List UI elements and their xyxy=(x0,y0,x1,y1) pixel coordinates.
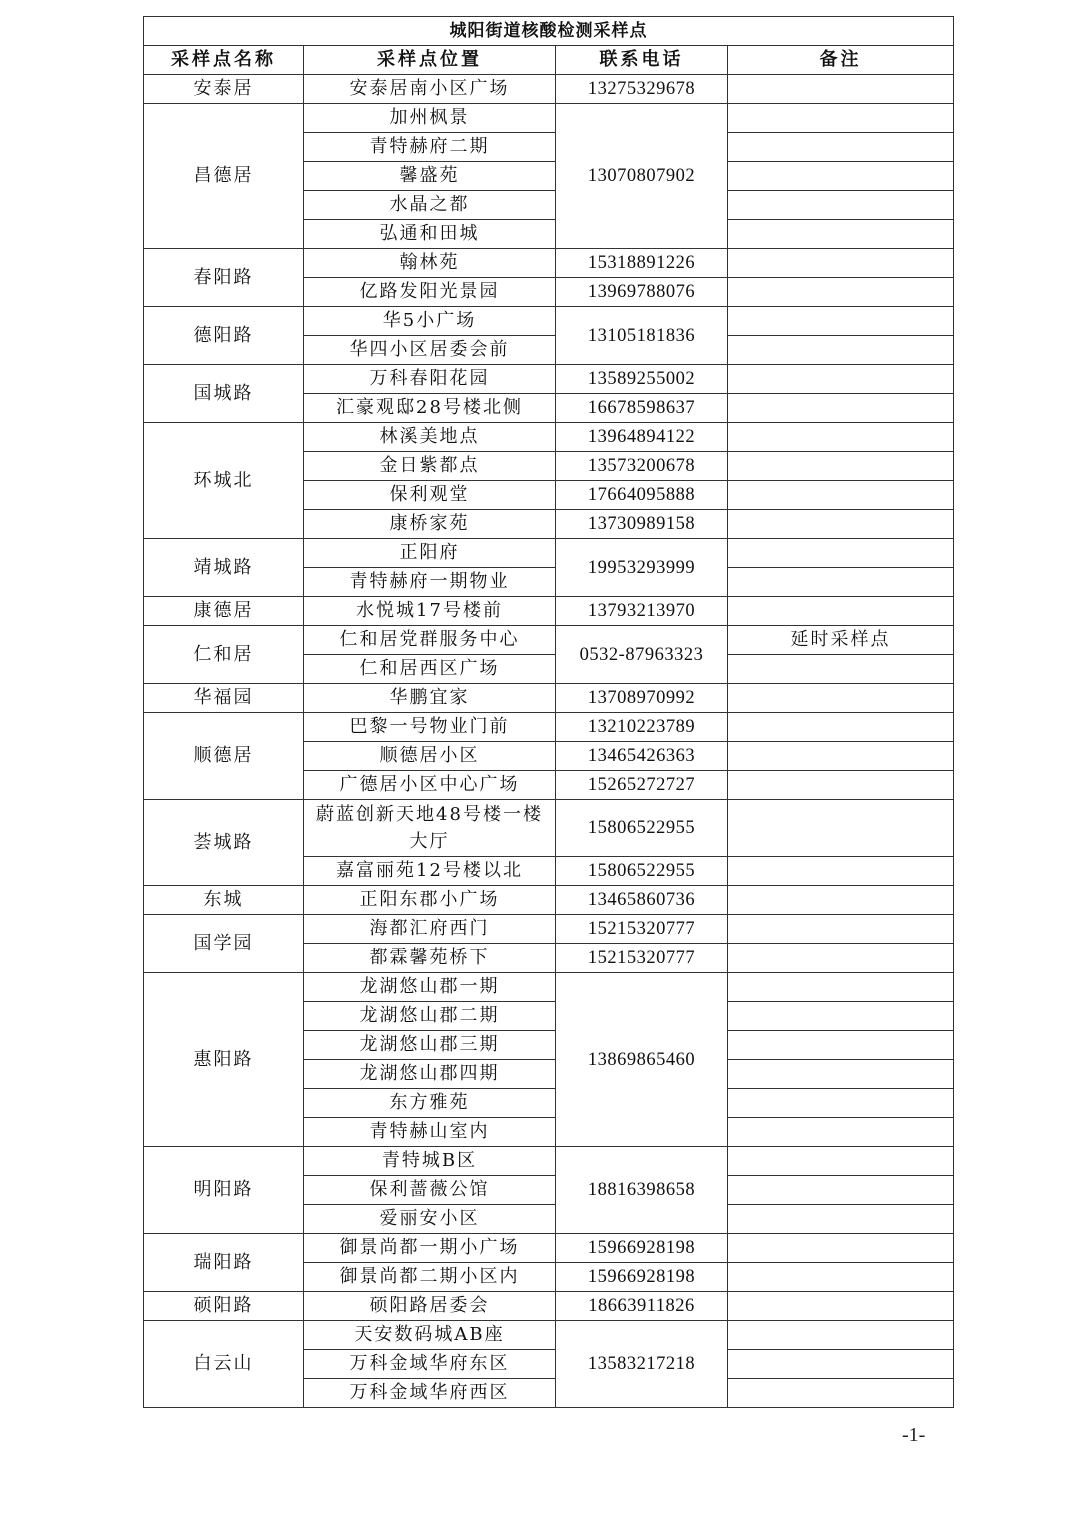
site-name-cell: 国学园 xyxy=(144,915,304,973)
remarks-cell xyxy=(728,510,954,539)
site-location-cell: 都霖馨苑桥下 xyxy=(304,944,556,973)
remarks-cell xyxy=(728,684,954,713)
remarks-cell xyxy=(728,336,954,365)
site-location-cell: 馨盛苑 xyxy=(304,162,556,191)
phone-cell: 13869865460 xyxy=(556,973,728,1147)
site-name-cell: 顺德居 xyxy=(144,713,304,800)
table-row xyxy=(144,800,954,857)
site-location-cell: 青特赫府二期 xyxy=(304,133,556,162)
phone-cell: 13465426363 xyxy=(556,742,728,771)
table-row xyxy=(144,1292,954,1321)
header-phone: 联系电话 xyxy=(556,46,728,75)
table-row xyxy=(144,973,954,1002)
site-location-cell: 安泰居南小区广场 xyxy=(304,75,556,104)
site-location-cell: 万科春阳花园 xyxy=(304,365,556,394)
table-row xyxy=(144,365,954,394)
remarks-cell xyxy=(728,423,954,452)
remarks-cell xyxy=(728,655,954,684)
remarks-cell xyxy=(728,1350,954,1379)
phone-cell: 15318891226 xyxy=(556,249,728,278)
site-location-cell: 蔚蓝创新天地48号楼一楼大厅 xyxy=(304,800,556,857)
site-location-cell: 广德居小区中心广场 xyxy=(304,771,556,800)
site-location-cell: 正阳东郡小广场 xyxy=(304,886,556,915)
site-name-cell: 白云山 xyxy=(144,1321,304,1408)
site-name-cell: 国城路 xyxy=(144,365,304,423)
remarks-cell xyxy=(728,915,954,944)
phone-cell: 13583217218 xyxy=(556,1321,728,1408)
remarks-cell xyxy=(728,944,954,973)
phone-cell: 13730989158 xyxy=(556,510,728,539)
remarks-cell xyxy=(728,365,954,394)
site-location-cell: 林溪美地点 xyxy=(304,423,556,452)
remarks-cell xyxy=(728,1147,954,1176)
table-row xyxy=(144,1321,954,1350)
table-row xyxy=(144,423,954,452)
remarks-cell xyxy=(728,539,954,568)
phone-cell: 16678598637 xyxy=(556,394,728,423)
site-location-cell: 万科金域华府东区 xyxy=(304,1350,556,1379)
header-site-location: 采样点位置 xyxy=(304,46,556,75)
remarks-cell xyxy=(728,1379,954,1408)
site-name-cell: 东城 xyxy=(144,886,304,915)
phone-cell: 13070807902 xyxy=(556,104,728,249)
site-location-cell: 加州枫景 xyxy=(304,104,556,133)
phone-cell: 15806522955 xyxy=(556,800,728,857)
table-row xyxy=(144,1234,954,1263)
site-location-cell: 万科金域华府西区 xyxy=(304,1379,556,1408)
remarks-cell xyxy=(728,1234,954,1263)
phone-cell: 18816398658 xyxy=(556,1147,728,1234)
remarks-cell xyxy=(728,1292,954,1321)
phone-cell: 15806522955 xyxy=(556,857,728,886)
site-location-cell: 龙湖悠山郡二期 xyxy=(304,1002,556,1031)
remarks-cell: 延时采样点 xyxy=(728,626,954,655)
phone-cell: 15265272727 xyxy=(556,771,728,800)
table-row xyxy=(144,597,954,626)
remarks-cell xyxy=(728,191,954,220)
phone-cell: 13105181836 xyxy=(556,307,728,365)
site-location-cell: 仁和居党群服务中心 xyxy=(304,626,556,655)
remarks-cell xyxy=(728,1060,954,1089)
site-location-cell: 保利蔷薇公馆 xyxy=(304,1176,556,1205)
site-name-cell: 昌德居 xyxy=(144,104,304,249)
site-location-cell: 水悦城17号楼前 xyxy=(304,597,556,626)
remarks-cell xyxy=(728,481,954,510)
header-site-name: 采样点名称 xyxy=(144,46,304,75)
remarks-cell xyxy=(728,1176,954,1205)
phone-cell: 13969788076 xyxy=(556,278,728,307)
remarks-cell xyxy=(728,162,954,191)
header-remarks: 备注 xyxy=(728,46,954,75)
table-title: 城阳街道核酸检测采样点 xyxy=(144,17,954,46)
remarks-cell xyxy=(728,857,954,886)
site-location-cell: 东方雅苑 xyxy=(304,1089,556,1118)
remarks-cell xyxy=(728,104,954,133)
table-row xyxy=(144,886,954,915)
site-location-cell: 御景尚都二期小区内 xyxy=(304,1263,556,1292)
phone-cell: 13210223789 xyxy=(556,713,728,742)
remarks-cell xyxy=(728,249,954,278)
remarks-cell xyxy=(728,1321,954,1350)
remarks-cell xyxy=(728,1089,954,1118)
phone-cell: 13465860736 xyxy=(556,886,728,915)
phone-cell: 13275329678 xyxy=(556,75,728,104)
site-name-cell: 硕阳路 xyxy=(144,1292,304,1321)
site-name-cell: 春阳路 xyxy=(144,249,304,307)
remarks-cell xyxy=(728,452,954,481)
remarks-cell xyxy=(728,220,954,249)
site-location-cell: 汇豪观邸28号楼北侧 xyxy=(304,394,556,423)
site-location-cell: 弘通和田城 xyxy=(304,220,556,249)
remarks-cell xyxy=(728,394,954,423)
phone-cell: 13573200678 xyxy=(556,452,728,481)
site-location-cell: 仁和居西区广场 xyxy=(304,655,556,684)
site-name-cell: 靖城路 xyxy=(144,539,304,597)
remarks-cell xyxy=(728,1263,954,1292)
site-name-cell: 康德居 xyxy=(144,597,304,626)
site-name-cell: 安泰居 xyxy=(144,75,304,104)
site-name-cell: 荟城路 xyxy=(144,800,304,886)
remarks-cell xyxy=(728,597,954,626)
remarks-cell xyxy=(728,800,954,857)
site-location-cell: 水晶之都 xyxy=(304,191,556,220)
remarks-cell xyxy=(728,886,954,915)
phone-cell: 13793213970 xyxy=(556,597,728,626)
remarks-cell xyxy=(728,1031,954,1060)
site-location-cell: 龙湖悠山郡一期 xyxy=(304,973,556,1002)
site-location-cell: 青特赫山室内 xyxy=(304,1118,556,1147)
site-location-cell: 嘉富丽苑12号楼以北 xyxy=(304,857,556,886)
remarks-cell xyxy=(728,1118,954,1147)
site-location-cell: 爱丽安小区 xyxy=(304,1205,556,1234)
site-location-cell: 龙湖悠山郡三期 xyxy=(304,1031,556,1060)
phone-cell: 13964894122 xyxy=(556,423,728,452)
phone-cell: 15966928198 xyxy=(556,1263,728,1292)
table-row xyxy=(144,104,954,133)
site-location-cell: 顺德居小区 xyxy=(304,742,556,771)
site-location-cell: 巴黎一号物业门前 xyxy=(304,713,556,742)
table-row xyxy=(144,684,954,713)
table-row xyxy=(144,915,954,944)
remarks-cell xyxy=(728,771,954,800)
site-location-cell: 硕阳路居委会 xyxy=(304,1292,556,1321)
table-row xyxy=(144,1147,954,1176)
site-name-cell: 仁和居 xyxy=(144,626,304,684)
site-location-cell: 华鹏宜家 xyxy=(304,684,556,713)
site-location-cell: 保利观堂 xyxy=(304,481,556,510)
remarks-cell xyxy=(728,278,954,307)
phone-cell: 0532-87963323 xyxy=(556,626,728,684)
site-name-cell: 瑞阳路 xyxy=(144,1234,304,1292)
remarks-cell xyxy=(728,973,954,1002)
table-row xyxy=(144,626,954,655)
site-location-cell: 青特城B区 xyxy=(304,1147,556,1176)
site-location-cell: 亿路发阳光景园 xyxy=(304,278,556,307)
phone-cell: 15215320777 xyxy=(556,944,728,973)
site-location-cell: 翰林苑 xyxy=(304,249,556,278)
table-row xyxy=(144,713,954,742)
table-row xyxy=(144,539,954,568)
site-name-cell: 德阳路 xyxy=(144,307,304,365)
table-row xyxy=(144,249,954,278)
site-name-cell: 环城北 xyxy=(144,423,304,539)
sampling-points-table xyxy=(143,16,953,1408)
phone-cell: 13708970992 xyxy=(556,684,728,713)
remarks-cell xyxy=(728,568,954,597)
site-location-cell: 青特赫府一期物业 xyxy=(304,568,556,597)
remarks-cell xyxy=(728,742,954,771)
table-row xyxy=(144,75,954,104)
site-location-cell: 天安数码城AB座 xyxy=(304,1321,556,1350)
page-number: -1- xyxy=(902,1424,926,1446)
remarks-cell xyxy=(728,1205,954,1234)
site-name-cell: 华福园 xyxy=(144,684,304,713)
table-row xyxy=(144,307,954,336)
site-location-cell: 海都汇府西门 xyxy=(304,915,556,944)
phone-cell: 15215320777 xyxy=(556,915,728,944)
site-location-cell: 康桥家苑 xyxy=(304,510,556,539)
remarks-cell xyxy=(728,713,954,742)
site-location-cell: 华5小广场 xyxy=(304,307,556,336)
site-location-cell: 正阳府 xyxy=(304,539,556,568)
remarks-cell xyxy=(728,1002,954,1031)
remarks-cell xyxy=(728,75,954,104)
remarks-cell xyxy=(728,133,954,162)
site-location-cell: 龙湖悠山郡四期 xyxy=(304,1060,556,1089)
site-location-cell: 金日紫都点 xyxy=(304,452,556,481)
remarks-cell xyxy=(728,307,954,336)
site-location-cell: 御景尚都一期小广场 xyxy=(304,1234,556,1263)
site-name-cell: 明阳路 xyxy=(144,1147,304,1234)
phone-cell: 17664095888 xyxy=(556,481,728,510)
site-name-cell: 惠阳路 xyxy=(144,973,304,1147)
phone-cell: 19953293999 xyxy=(556,539,728,597)
phone-cell: 18663911826 xyxy=(556,1292,728,1321)
phone-cell: 13589255002 xyxy=(556,365,728,394)
phone-cell: 15966928198 xyxy=(556,1234,728,1263)
site-location-cell: 华四小区居委会前 xyxy=(304,336,556,365)
